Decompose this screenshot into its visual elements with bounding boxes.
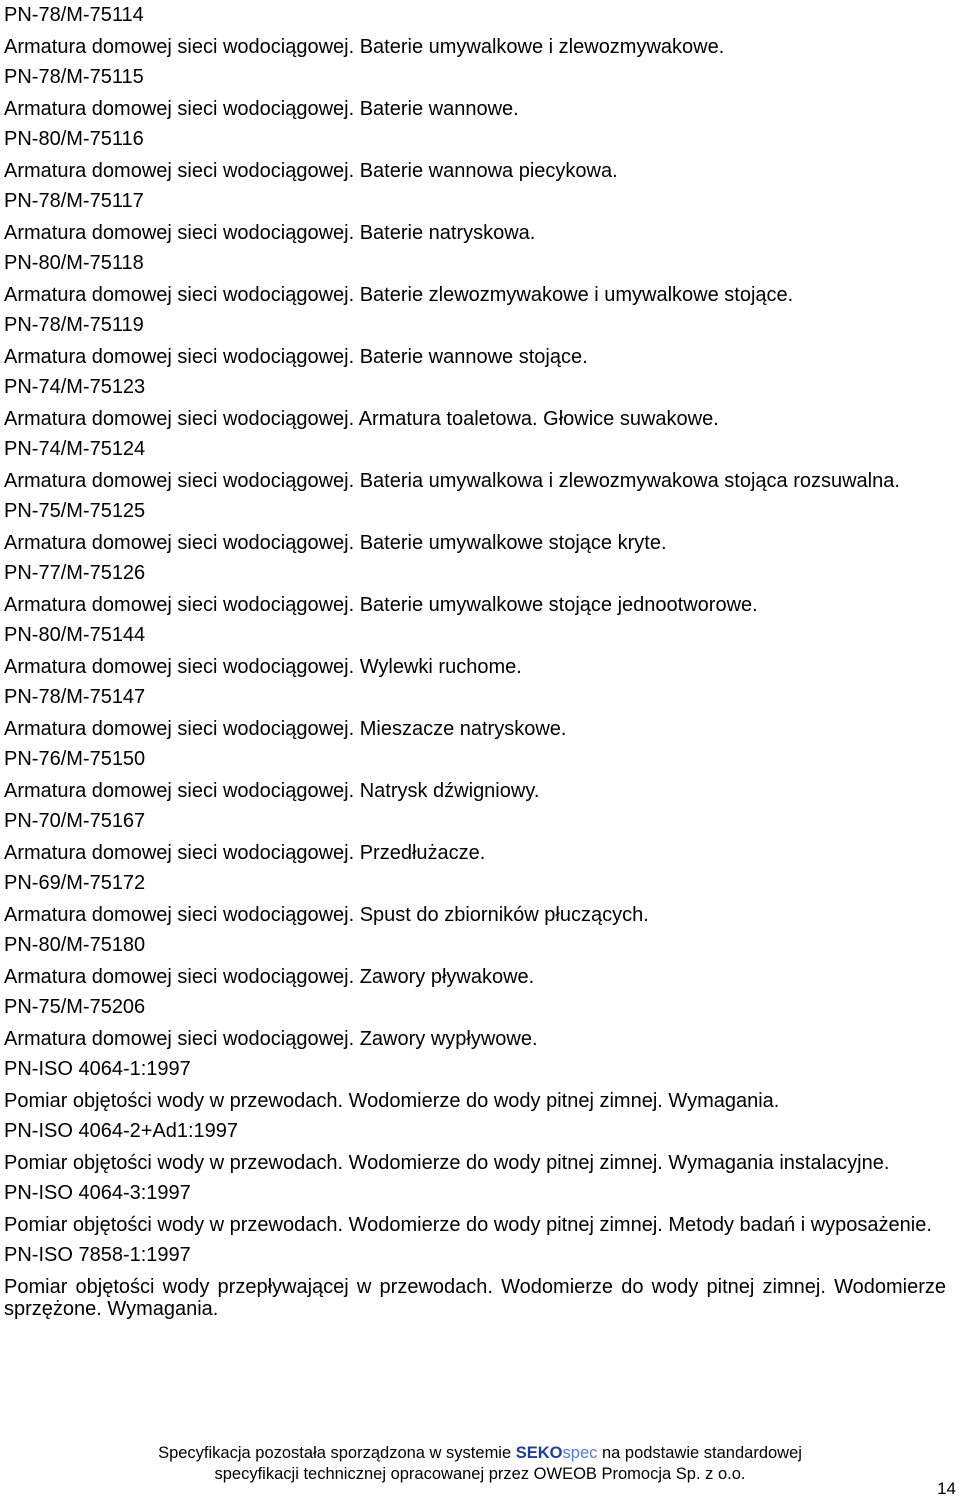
standard-code: PN-78/M-75115 bbox=[4, 66, 144, 88]
standard-code: PN-ISO 4064-1:1997 bbox=[4, 1058, 191, 1080]
standard-entry bbox=[4, 372, 946, 434]
standard-entry bbox=[4, 930, 946, 992]
standard-title: Pomiar objętości wody w przewodach. Wodomierze do wody pitnej zimnej. Wymagania instalacyjne. bbox=[4, 1152, 890, 1174]
page-footer bbox=[0, 1443, 960, 1485]
standard-code: PN-75/M-75125 bbox=[4, 500, 146, 522]
standard-title: Armatura domowej sieci wodociągowej. Mieszacze natryskowe. bbox=[4, 718, 567, 740]
standard-code: PN-78/M-75117 bbox=[4, 190, 144, 212]
standards-list bbox=[4, 0, 946, 1324]
standard-title: Armatura domowej sieci wodociągowej. Baterie wannowa piecykowa. bbox=[4, 160, 618, 182]
standard-title: Armatura domowej sieci wodociągowej. Bateria umywalkowa i zlewozmywakowa stojąca rozsuwalna. bbox=[4, 470, 900, 492]
footer-text: Specyfikacja pozostała sporządzona w systemie bbox=[158, 1444, 516, 1462]
standard-code: PN-80/M-75180 bbox=[4, 934, 146, 956]
standard-code: PN-76/M-75150 bbox=[4, 748, 146, 770]
sekospec-logo-seko: SEKO bbox=[515, 1444, 563, 1462]
standard-code: PN-78/M-75119 bbox=[4, 314, 144, 336]
standard-entry bbox=[4, 558, 946, 620]
standard-code: PN-70/M-75167 bbox=[4, 810, 146, 832]
standard-code: PN-77/M-75126 bbox=[4, 562, 146, 584]
standard-entry bbox=[4, 124, 946, 186]
standard-entry bbox=[4, 434, 946, 496]
standard-title: Armatura domowej sieci wodociągowej. Zawory wypływowe. bbox=[4, 1028, 538, 1050]
standard-title: Armatura domowej sieci wodociągowej. Baterie umywalkowe i zlewozmywakowe. bbox=[4, 36, 725, 58]
standard-title: Armatura domowej sieci wodociągowej. Przedłużacze. bbox=[4, 842, 486, 864]
standard-code: PN-78/M-75147 bbox=[4, 686, 146, 708]
standard-entry bbox=[4, 186, 946, 248]
standard-title: Armatura domowej sieci wodociągowej. Zawory pływakowe. bbox=[4, 966, 535, 988]
standard-entry bbox=[4, 310, 946, 372]
standard-title: Armatura domowej sieci wodociągowej. Armatura toaletowa. Głowice suwakowe. bbox=[4, 408, 719, 430]
standard-entry bbox=[4, 1240, 946, 1324]
standard-entry bbox=[4, 62, 946, 124]
standard-code: PN-75/M-75206 bbox=[4, 996, 146, 1018]
standard-entry bbox=[4, 0, 946, 62]
standard-entry bbox=[4, 806, 946, 868]
standard-code: PN-ISO 4064-2+Ad1:1997 bbox=[4, 1120, 239, 1142]
standard-title: Armatura domowej sieci wodociągowej. Wylewki ruchome. bbox=[4, 656, 522, 678]
standard-code: PN-74/M-75123 bbox=[4, 376, 146, 398]
standard-entry bbox=[4, 868, 946, 930]
standard-title: Armatura domowej sieci wodociągowej. Baterie zlewozmywakowe i umywalkowe stojące. bbox=[4, 284, 794, 306]
standard-title: Armatura domowej sieci wodociągowej. Natrysk dźwigniowy. bbox=[4, 780, 540, 802]
page-number: 14 bbox=[937, 1479, 956, 1498]
standard-code: PN-ISO 7858-1:1997 bbox=[4, 1244, 191, 1266]
sekospec-logo-spec: spec bbox=[562, 1444, 598, 1462]
standard-title: Armatura domowej sieci wodociągowej. Baterie natryskowa. bbox=[4, 222, 536, 244]
standard-title: Armatura domowej sieci wodociągowej. Baterie umywalkowe stojące kryte. bbox=[4, 532, 667, 554]
standard-title: Armatura domowej sieci wodociągowej. Baterie umywalkowe stojące jednootworowe. bbox=[4, 594, 758, 616]
standard-entry bbox=[4, 682, 946, 744]
standard-title: Pomiar objętości wody przepływającej w przewodach. Wodomierze do wody pitnej zimnej. Wodomierze sprzężone. Wymagania. bbox=[4, 1276, 946, 1320]
standard-entry bbox=[4, 1116, 946, 1178]
standard-entry bbox=[4, 744, 946, 806]
standard-title: Armatura domowej sieci wodociągowej. Spust do zbiorników płuczących. bbox=[4, 904, 649, 926]
standard-code: PN-78/M-75114 bbox=[4, 4, 144, 26]
standard-entry bbox=[4, 992, 946, 1054]
standard-title: Pomiar objętości wody w przewodach. Wodomierze do wody pitnej zimnej. Wymagania. bbox=[4, 1090, 780, 1112]
standard-entry bbox=[4, 1178, 946, 1240]
footer-line-1 bbox=[0, 1443, 960, 1464]
standard-code: PN-69/M-75172 bbox=[4, 872, 146, 894]
standard-code: PN-80/M-75144 bbox=[4, 624, 146, 646]
standard-title: Pomiar objętości wody w przewodach. Wodomierze do wody pitnej zimnej. Metody badań i wyposażenie. bbox=[4, 1214, 932, 1236]
standard-title: Armatura domowej sieci wodociągowej. Baterie wannowe stojące. bbox=[4, 346, 588, 368]
standard-entry bbox=[4, 620, 946, 682]
standard-code: PN-74/M-75124 bbox=[4, 438, 146, 460]
standard-entry bbox=[4, 248, 946, 310]
footer-line-2: specyfikacji technicznej opracowanej przez OWEOB Promocja Sp. z o.o. bbox=[214, 1465, 746, 1483]
standard-title: Armatura domowej sieci wodociągowej. Baterie wannowe. bbox=[4, 98, 519, 120]
standard-entry bbox=[4, 1054, 946, 1116]
footer-text: na podstawie standardowej bbox=[597, 1444, 802, 1462]
standard-code: PN-ISO 4064-3:1997 bbox=[4, 1182, 191, 1204]
standard-code: PN-80/M-75116 bbox=[4, 128, 144, 150]
standard-entry bbox=[4, 496, 946, 558]
standard-code: PN-80/M-75118 bbox=[4, 252, 144, 274]
